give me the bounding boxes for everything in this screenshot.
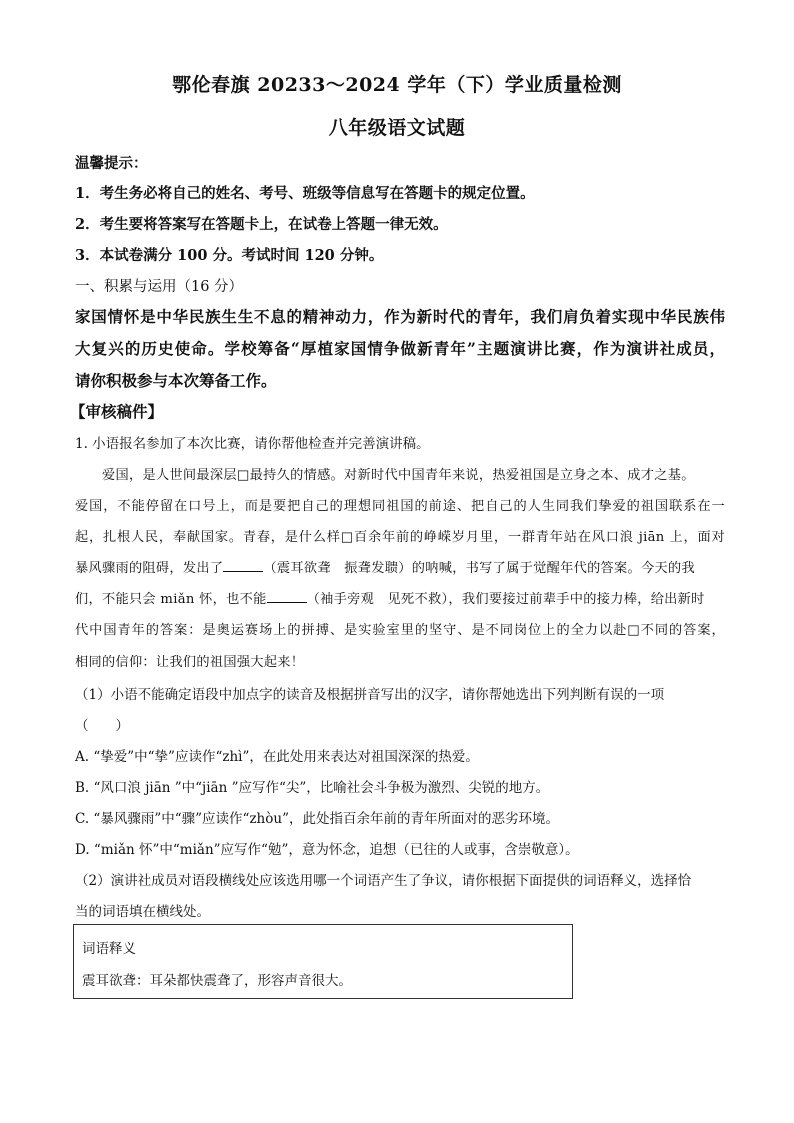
sub-question-2-line-1: （2）演讲社成员对语段横线处应该选用哪一个词语产生了争议，请你根据下面提供的词语释义，选择恰 (75, 873, 692, 889)
tips-heading: 温馨提示： (75, 155, 148, 172)
essay-line-3: 起，扎根人民，奉献国家。青春，是什么样□百余年前的峥嵘岁月里，一群青年站在风口浪 jiān 上，面对 (75, 530, 725, 545)
option-a: A. “挚爱”中“挚”应读作“zhì”，在此处用来表达对祖国深深的热爱。 (75, 749, 479, 765)
tip-item-3: 3．本试卷满分 100 分。考试时间 120 分钟。 (75, 247, 384, 264)
word-definition-box (73, 924, 573, 999)
definition-entry: 震耳欲聋：耳朵都快震聋了，形容声音很大。 (82, 973, 352, 989)
answer-blank-1[interactable] (223, 559, 263, 572)
option-d: D. “miǎn 怀”中“miǎn”应写作“勉”，意为怀念，追想（已往的人或事，含崇敬意）。 (75, 842, 579, 858)
essay-line-5-part-a: 们，不能只会 miǎn 怀，也不能 (75, 592, 267, 607)
essay-line-7: 相同的信仰：让我们的祖国强大起来！ (75, 655, 305, 670)
question-1-stem: 1. 小语报名参加了本次比赛，请你帮他检查并完善演讲稿。 (75, 436, 430, 452)
option-b: B. “风口浪 jiān ”中“jiān ”应写作“尖”，比喻社会斗争极为激烈、尖锐的地方。 (75, 780, 550, 796)
essay-line-6: 代中国青年的答案：是奥运赛场上的拼搏、是实验室里的坚守、是不同岗位上的全力以赴□不同的答案， (75, 623, 725, 638)
option-c: C. “暴风骤雨”中“骤”应读作“zhòu”，此处指百余年前的青年所面对的恶劣环境。 (75, 811, 559, 827)
essay-line-4-part-a: 暴风骤雨的阻碍，发出了 (75, 561, 224, 576)
exam-title: 鄂伦春旗 20233～2024 学年（下）学业质量检测 (172, 74, 622, 96)
tip-item-1: 1．考生务必将自己的姓名、考号、班级等信息写在答题卡的规定位置。 (75, 185, 535, 202)
sub-question-2-line-2: 当的词语填在横线处。 (75, 904, 210, 920)
answer-blank-2[interactable] (267, 590, 307, 603)
essay-line-2: 爱国，不能停留在口号上，而是要把自己的理想同祖国的前途、把自己的人生同我们挚爱的祖国联系在一 (75, 499, 725, 514)
essay-line-4 (75, 557, 725, 576)
sub-question-1-stem: （1）小语不能确定语段中加点字的读音及根据拼音写出的汉字，请你帮她选出下列判断有误的一项 (75, 687, 665, 703)
subsection-heading: 【审核稿件】 (70, 402, 164, 421)
essay-line-1: 爱国，是人世间最深层□最持久的情感。对新时代中国青年来说，热爱祖国是立身之本、成才之基。 (102, 468, 695, 483)
essay-line-4-part-b: （震耳欲聋 振聋发聩）的呐喊，书写了属于觉醒年代的答案。今天的我 (263, 561, 695, 576)
tip-item-2: 2．考生要将答案写在答题卡上，在试卷上答题一律无效。 (75, 216, 448, 233)
essay-line-5-part-b: （袖手旁观 见死不救），我们要接过前辈手中的接力棒，给出新时 (306, 592, 705, 607)
essay-line-5 (75, 588, 725, 607)
section-heading: 一、积累与运用（16 分） (75, 279, 244, 295)
intro-line-2: 大复兴的历史使命。学校筹备“厚植家国情争做新青年”主题演讲比赛，作为演讲社成员， (75, 339, 725, 358)
sub-question-1-paren: （ ） (75, 718, 129, 734)
intro-line-1: 家国情怀是中华民族生生不息的精神动力，作为新时代的青年，我们肩负着实现中华民族伟 (75, 307, 725, 326)
intro-line-3: 请你积极参与本次筹备工作。 (75, 371, 277, 390)
exam-subtitle: 八年级语文试题 (328, 117, 466, 139)
definition-box-heading: 词语释义 (82, 941, 136, 957)
